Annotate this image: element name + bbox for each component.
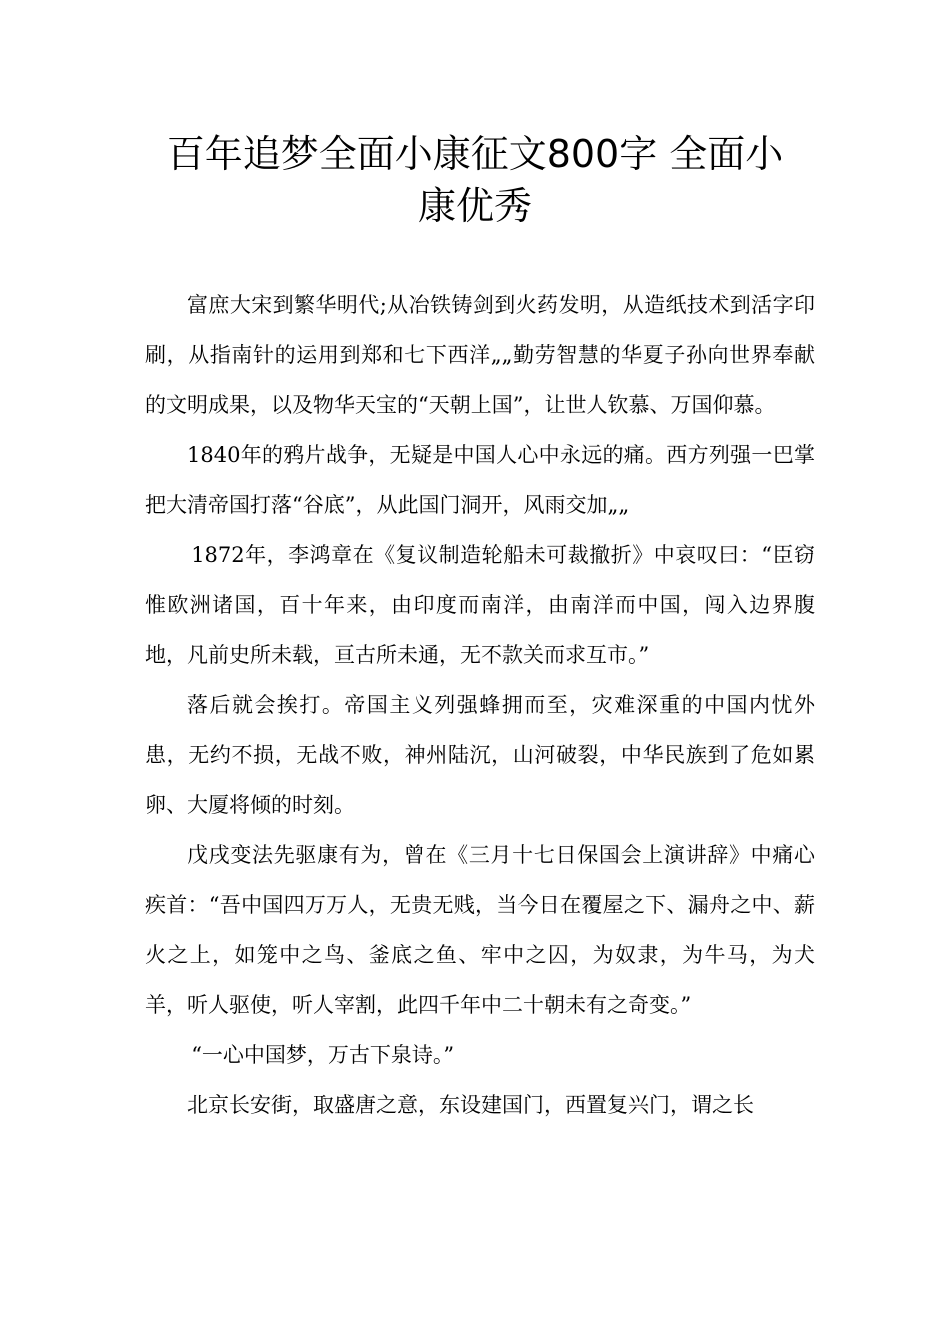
paragraph: 1840年的鸦片战争，无疑是中国人心中永远的痛。西方列强一巴掌把大清帝国打落“谷底”，从此国门洞开，风雨交加„„ [145, 443, 815, 517]
paragraph: “一心中国梦，万古下泉诗。” [191, 1043, 455, 1067]
title-line-1: 百年追梦全面小康征文800字 全面小 [166, 132, 784, 176]
page-title [0, 128, 950, 232]
paragraph: 富庶大宋到繁华明代;从冶铁铸剑到火药发明，从造纸技术到活字印刷，从指南针的运用到郑和七下西洋„„勤劳智慧的华夏子孙向世界奉献的文明成果，以及物华天宝的“天朝上国”，让世人钦慕、万国仰慕。 [145, 293, 815, 417]
document-body [145, 280, 815, 1130]
title-line-2: 康优秀 [417, 184, 532, 228]
paragraph: 落后就会挨打。帝国主义列强蜂拥而至，灾难深重的中国内忧外患，无约不损，无战不败，神州陆沉，山河破裂，中华民族到了危如累卵、大厦将倾的时刻。 [145, 693, 815, 817]
paragraph: 北京长安街，取盛唐之意，东设建国门，西置复兴门，谓之长 [187, 1093, 754, 1117]
paragraph: 1872年，李鸿章在《复议制造轮船未可裁撤折》中哀叹曰：“臣窃惟欧洲诸国，百十年来，由印度而南洋，由南洋而中国，闯入边界腹地，凡前史所未载，亘古所未通，无不款关而求互市。” [145, 543, 815, 667]
paragraph: 戊戌变法先驱康有为，曾在《三月十七日保国会上演讲辞》中痛心疾首：“吾中国四万万人，无贵无贱，当今日在覆屋之下、漏舟之中、薪火之上，如笼中之鸟、釜底之鱼、牢中之囚，为奴隶，为牛马，为犬羊，听人驱使，听人宰割，此四千年中二十朝未有之奇变。” [145, 843, 815, 1017]
